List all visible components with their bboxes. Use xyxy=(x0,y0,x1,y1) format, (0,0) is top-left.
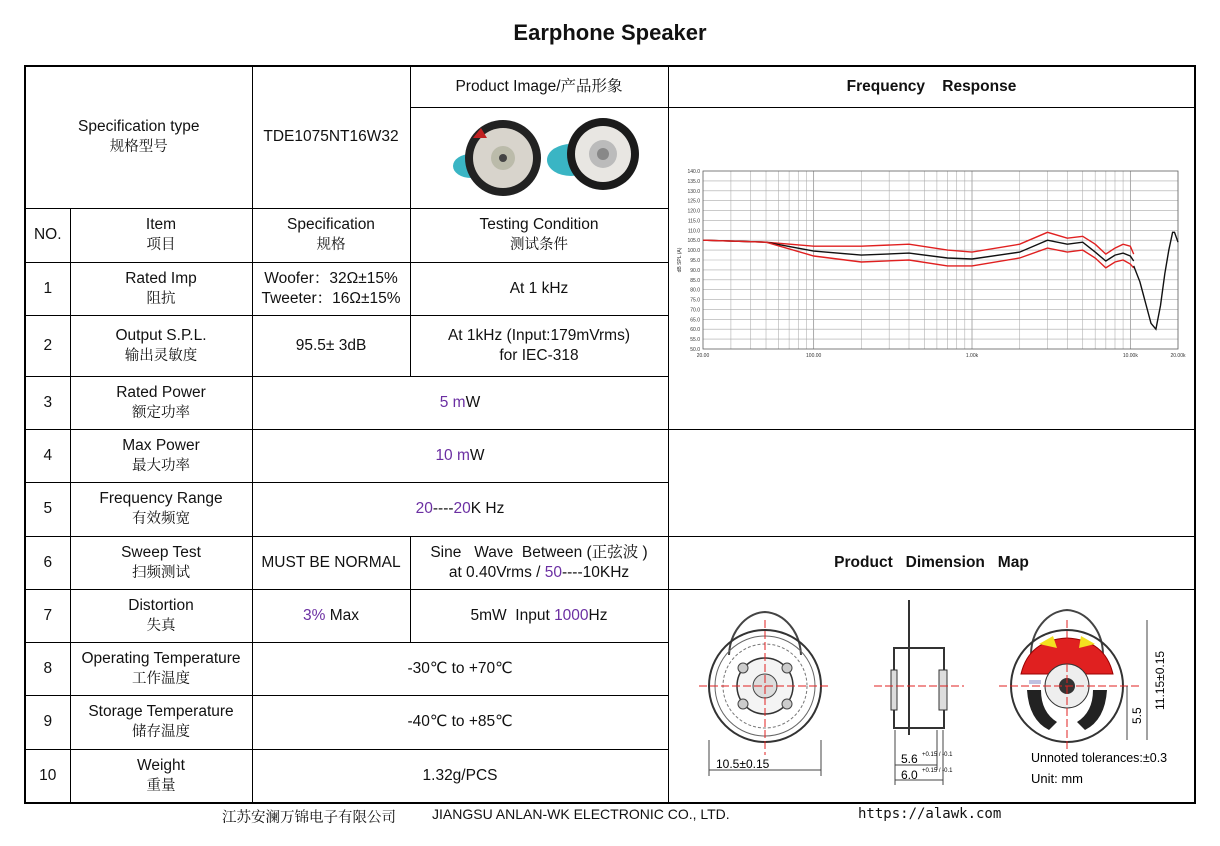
table-row xyxy=(25,483,1195,536)
dim-height-label: 11.15±0.15 xyxy=(1152,650,1167,710)
row-value xyxy=(252,483,668,536)
row-item xyxy=(70,376,252,429)
row-item xyxy=(70,696,252,749)
row-item xyxy=(70,642,252,695)
row-test xyxy=(410,315,668,376)
back-view-drawing xyxy=(999,610,1147,750)
y-tick-label: 95.0 xyxy=(689,258,700,265)
x-tick-label: 100.00 xyxy=(805,353,821,360)
item-zh: 扫频测试 xyxy=(132,564,190,581)
y-tick-label: 80.0 xyxy=(689,287,700,294)
col-test xyxy=(410,208,668,262)
table-row xyxy=(25,429,1195,482)
front-view-drawing xyxy=(699,612,829,776)
x-tick-label: 1.00k xyxy=(965,353,978,360)
test-part: at 0.40Vrms / xyxy=(448,563,545,581)
series-line xyxy=(1133,232,1177,329)
test-line xyxy=(413,563,666,583)
table-row xyxy=(25,589,1195,642)
row-number: 5 xyxy=(25,483,70,536)
y-tick-label: 115.0 xyxy=(687,218,700,225)
company-name-zh: 江苏安澜万锦电子有限公司 xyxy=(222,810,396,826)
row-test xyxy=(410,589,668,642)
x-tick-label: 10.00k xyxy=(1122,353,1138,360)
row-number: 6 xyxy=(25,536,70,589)
row-test: At 1 kHz xyxy=(410,262,668,315)
y-tick-label: 50.0 xyxy=(689,347,700,354)
row-spec xyxy=(252,589,410,642)
spec-type-cell xyxy=(25,66,252,208)
spec-line: Woofer：32Ω±15% xyxy=(264,269,398,287)
value-part: W xyxy=(469,446,485,464)
product-image-cell xyxy=(410,107,668,208)
spec-table xyxy=(24,65,1196,804)
item-zh: 额定功率 xyxy=(132,404,190,421)
row-number: 2 xyxy=(25,315,70,376)
spec-part: Max xyxy=(325,606,359,624)
row-spec: 95.5± 3dB xyxy=(252,315,410,376)
row-value xyxy=(252,429,668,482)
header-row xyxy=(25,66,1195,107)
company-name-en: JIANGSU ANLAN-WK ELECTRONIC CO., LTD. xyxy=(432,806,730,822)
y-tick-label: 55.0 xyxy=(689,337,700,344)
item-en: Rated Power xyxy=(116,383,206,401)
row-item xyxy=(70,315,252,376)
item-en: Distortion xyxy=(128,596,194,614)
dim-total-depth-label: 6.0 xyxy=(900,767,918,782)
col-spec xyxy=(252,208,410,262)
dim-depth-tolerance: +0.15 / -0.1 xyxy=(921,751,953,758)
item-en: Output S.P.L. xyxy=(115,326,207,344)
test-line: for IEC-318 xyxy=(499,346,579,364)
row-item xyxy=(70,589,252,642)
item-zh: 阻抗 xyxy=(146,290,176,307)
value-part: K Hz xyxy=(470,500,505,518)
value-part: 5 m xyxy=(439,393,466,411)
item-zh: 最大功率 xyxy=(132,457,190,474)
dimension-map xyxy=(669,590,1196,802)
row-item xyxy=(70,749,252,802)
dimension-map-cell xyxy=(668,589,1195,803)
col-no: NO. xyxy=(25,208,70,262)
col-test-zh: 测试条件 xyxy=(510,237,568,253)
dim-width-label: 10.5±0.15 xyxy=(715,756,769,771)
table-row xyxy=(25,536,1195,589)
y-tick-label: 70.0 xyxy=(689,307,700,314)
item-en: Storage Temperature xyxy=(88,703,234,721)
spec-type-zh: 规格型号 xyxy=(109,139,168,156)
value-part: 10 m xyxy=(435,446,470,464)
value-part: ---- xyxy=(432,500,454,518)
dimension-title: Product Dimension Map xyxy=(668,536,1195,589)
value-part: W xyxy=(465,393,481,411)
y-tick-label: 105.0 xyxy=(686,238,700,245)
dim-total-depth-tolerance: +0.15 / -0.1 xyxy=(921,767,953,774)
product-image-label: Product Image/产品形象 xyxy=(410,66,668,107)
y-axis-label: dB SPL (A) xyxy=(676,247,683,273)
row-number: 10 xyxy=(25,749,70,802)
col-test-en: Testing Condition xyxy=(479,216,599,233)
test-line: At 1kHz (Input:179mVrms) xyxy=(447,326,631,344)
test-part: 50 xyxy=(544,563,562,581)
spec-part: 3% xyxy=(303,606,326,624)
value-part: 20 xyxy=(453,500,471,518)
item-en: Rated Imp xyxy=(125,269,197,287)
dim-offset-label: 5.5 xyxy=(1129,706,1144,724)
col-item xyxy=(70,208,252,262)
dim-depth-label: 5.6 xyxy=(900,751,918,766)
y-tick-label: 65.0 xyxy=(689,317,700,324)
y-tick-label: 60.0 xyxy=(689,327,700,334)
y-tick-label: 100.0 xyxy=(686,248,700,255)
row-number: 3 xyxy=(25,376,70,429)
item-zh: 失真 xyxy=(146,617,176,634)
test-part: Hz xyxy=(588,606,608,624)
item-en: Weight xyxy=(137,756,185,774)
frequency-response-chart xyxy=(669,161,1196,375)
item-zh: 重量 xyxy=(146,777,176,794)
test-part: 1000 xyxy=(554,606,589,624)
row-number: 7 xyxy=(25,589,70,642)
row-value: 1.32g/PCS xyxy=(252,749,668,802)
unit-note: Unit: mm xyxy=(1030,770,1083,786)
row-number: 1 xyxy=(25,262,70,315)
tolerance-note: Unnoted tolerances:±0.3 xyxy=(1030,750,1167,765)
company-url[interactable]: https://alawk.com xyxy=(858,806,1002,822)
item-en: Frequency Range xyxy=(99,490,223,508)
page-title: Earphone Speaker xyxy=(513,20,707,45)
col-spec-zh: 规格 xyxy=(316,237,346,253)
row-item xyxy=(70,262,252,315)
frequency-response-chart-cell xyxy=(668,107,1195,429)
item-en: Sweep Test xyxy=(121,543,201,561)
row-number: 4 xyxy=(25,429,70,482)
y-tick-label: 120.0 xyxy=(686,208,700,215)
col-spec-en: Specification xyxy=(287,216,375,233)
row-value: -30℃ to +70℃ xyxy=(252,642,668,695)
x-tick-label: 20.00 xyxy=(696,353,709,360)
col-item-zh: 项目 xyxy=(146,237,176,253)
item-en: Operating Temperature xyxy=(81,650,241,668)
item-zh: 工作温度 xyxy=(132,671,190,688)
item-zh: 输出灵敏度 xyxy=(124,347,198,364)
y-tick-label: 75.0 xyxy=(689,297,700,304)
item-zh: 储存温度 xyxy=(132,724,190,741)
model-number: TDE1075NT16W32 xyxy=(252,66,410,208)
row-number: 8 xyxy=(25,642,70,695)
spec-line: Tweeter：16Ω±15% xyxy=(261,289,401,307)
row-value xyxy=(252,376,668,429)
row-item xyxy=(70,536,252,589)
spec-type-en: Specification type xyxy=(78,118,200,136)
row-item xyxy=(70,429,252,482)
row-spec: MUST BE NORMAL xyxy=(252,536,410,589)
item-en: Max Power xyxy=(122,436,200,454)
test-part: ----10KHz xyxy=(561,563,630,581)
test-line: Sine Wave Between (正弦波 ) xyxy=(430,543,648,561)
value-part: 20 xyxy=(415,500,433,518)
row-spec xyxy=(252,262,410,315)
product-photo xyxy=(411,108,667,208)
y-tick-label: 125.0 xyxy=(686,198,700,205)
freq-response-title: Frequency Response xyxy=(668,66,1195,107)
test-part: 5mW Input xyxy=(470,606,555,624)
row-value: -40℃ to +85℃ xyxy=(252,696,668,749)
y-tick-label: 90.0 xyxy=(689,268,700,275)
row-item xyxy=(70,483,252,536)
row-number: 9 xyxy=(25,696,70,749)
y-tick-label: 85.0 xyxy=(689,277,700,284)
y-tick-label: 135.0 xyxy=(686,179,700,186)
item-zh: 有效频宽 xyxy=(132,511,190,528)
y-tick-label: 140.0 xyxy=(686,169,700,176)
row-test xyxy=(410,536,668,589)
x-tick-label: 20.00k xyxy=(1169,353,1186,360)
y-tick-label: 110.0 xyxy=(687,228,700,235)
col-item-en: Item xyxy=(145,216,177,233)
y-tick-label: 130.0 xyxy=(686,188,700,195)
